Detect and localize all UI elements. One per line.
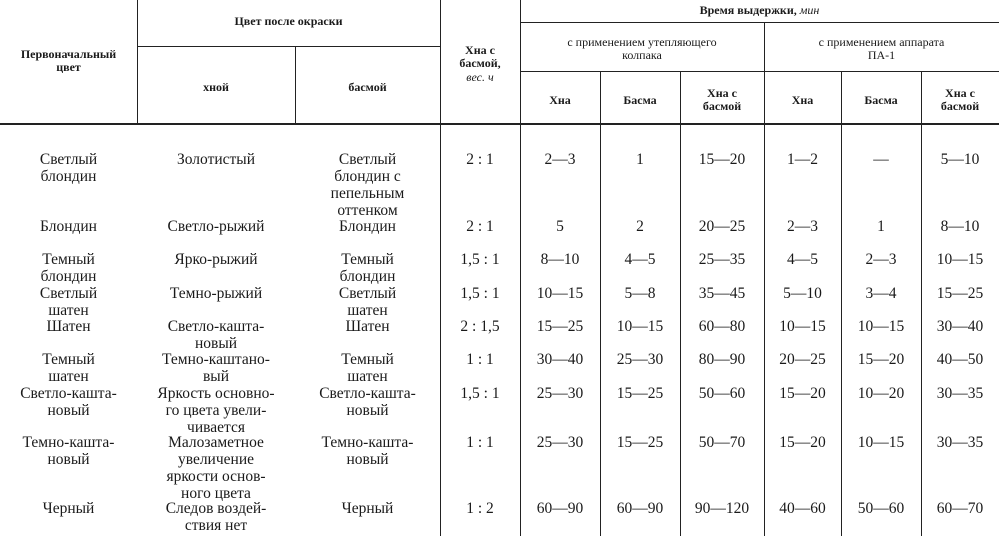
cell-cap-henna: 5 [556, 218, 564, 235]
header-time-unit: мин [799, 3, 820, 17]
cell-pa-henna: 20—25 [779, 351, 826, 368]
divider-h [520, 71, 999, 72]
cell-henna: Золотистый [176, 151, 256, 168]
cell-orig: Светлый блондин [39, 151, 98, 185]
cell-basma: Черный [341, 500, 394, 517]
cell-ratio: 2 : 1 [466, 151, 494, 168]
cell-pa-mix: 30—35 [936, 434, 984, 451]
cell-cap-basma: 25—30 [616, 351, 664, 368]
cell-basma: Светлый блондин с пепельным оттенком [330, 151, 405, 219]
cell-cap-henna: 15—25 [536, 318, 584, 335]
cell-henna: Ярко-рыжий [174, 251, 258, 268]
cell-orig: Блондин [40, 218, 97, 235]
cell-cap-basma: 60—90 [616, 500, 664, 517]
header-basma: басмой [348, 80, 387, 94]
cell-pa-basma: 3—4 [865, 285, 897, 302]
header-color-after: Цвет после окраски [234, 14, 343, 28]
cell-pa-henna: 40—60 [779, 500, 826, 517]
cell-henna: Темно-рыжий [169, 285, 263, 302]
cell-pa-mix: 30—35 [936, 385, 984, 402]
cell-cap-basma: 2 [636, 218, 644, 235]
cell-cap-henna: 30—40 [536, 351, 584, 368]
cell-pa-basma: 1 [877, 218, 885, 235]
header-time [520, 3, 999, 17]
cell-orig: Светло-кашта- новый [20, 385, 117, 419]
cell-henna: Малозаметное увеличение яркости основ- ного цвета [166, 434, 266, 502]
cell-basma: Темный шатен [341, 351, 394, 385]
cell-pa-mix: 8—10 [940, 218, 980, 235]
header-time-text: Время выдержки, [699, 3, 797, 17]
cell-ratio: 1,5 : 1 [460, 385, 500, 402]
cell-pa-henna: 5—10 [783, 285, 822, 302]
cell-henna: Светло-кашта- новый [167, 318, 265, 352]
cell-ratio: 1 : 1 [466, 434, 494, 451]
cell-pa-mix: 10—15 [936, 251, 984, 268]
header-mix-label: Хна с басмой, [459, 43, 501, 70]
sub-mix: Хна с басмой [702, 86, 742, 113]
cell-pa-mix: 15—25 [936, 285, 984, 302]
cell-cap-mix: 35—45 [698, 285, 746, 302]
cell-pa-basma: 15—20 [857, 351, 905, 368]
sub-basma: Басма [864, 93, 898, 107]
cell-orig: Темный блондин [40, 251, 97, 285]
cell-cap-mix: 20—25 [698, 218, 746, 235]
cell-cap-mix: 15—20 [698, 151, 746, 168]
cell-basma: Светлый шатен [338, 285, 397, 319]
cell-cap-henna: 10—15 [536, 285, 584, 302]
cell-pa-basma: 10—15 [857, 434, 905, 451]
cell-pa-mix: 5—10 [940, 151, 980, 168]
cell-cap-henna: 8—10 [540, 251, 580, 268]
cell-pa-basma: 50—60 [857, 500, 905, 517]
cell-ratio: 2 : 1 [466, 218, 494, 235]
cell-orig: Темно-кашта- новый [22, 434, 115, 468]
cell-cap-basma: 15—25 [616, 385, 664, 402]
cell-pa-henna: 15—20 [779, 434, 826, 451]
cell-cap-mix: 80—90 [698, 351, 746, 368]
cell-cap-henna: 60—90 [536, 500, 584, 517]
cell-cap-basma: 1 [636, 151, 644, 168]
header-pa1: с применением аппарата ПА-1 [818, 35, 945, 62]
cell-pa-henna: 10—15 [779, 318, 826, 335]
cell-cap-basma: 4—5 [624, 251, 656, 268]
cell-henna: Следов воздей- ствия нет [165, 500, 267, 534]
cell-orig: Черный [42, 500, 95, 517]
divider-h [137, 46, 440, 47]
header-mix-unit: вес. ч [466, 70, 494, 84]
cell-pa-basma: 10—15 [857, 318, 905, 335]
cell-ratio: 1,5 : 1 [460, 285, 500, 302]
cell-pa-basma: — [873, 151, 889, 168]
cell-cap-basma: 5—8 [624, 285, 656, 302]
cell-orig: Светлый шатен [39, 285, 98, 319]
cell-ratio: 2 : 1,5 [460, 318, 500, 335]
cell-cap-henna: 25—30 [536, 434, 584, 451]
sub-henna: Хна [791, 93, 814, 107]
cell-ratio: 1,5 : 1 [460, 251, 500, 268]
cell-pa-mix: 30—40 [936, 318, 984, 335]
cell-pa-basma: 10—20 [857, 385, 905, 402]
cell-basma: Темно-кашта- новый [321, 434, 414, 468]
divider-h [520, 22, 999, 23]
cell-cap-henna: 25—30 [536, 385, 584, 402]
header-henna: хной [203, 80, 229, 94]
cell-henna: Темно-каштано- вый [162, 351, 270, 385]
header-original-color: Первоначальный цвет [20, 47, 117, 74]
cell-orig: Темный шатен [42, 351, 95, 385]
cell-basma: Темный блондин [339, 251, 396, 285]
header-cap: с применением утепляющего колпака [567, 35, 717, 62]
header-bottom-rule [0, 123, 999, 125]
cell-cap-mix: 90—120 [694, 500, 750, 517]
cell-pa-mix: 60—70 [936, 500, 984, 517]
sub-henna: Хна [549, 93, 571, 107]
sub-basma: Басма [623, 93, 657, 107]
cell-cap-mix: 50—60 [698, 385, 746, 402]
cell-cap-basma: 15—25 [616, 434, 664, 451]
cell-henna: Светло-рыжий [167, 218, 265, 235]
sub-mix: Хна с басмой [940, 86, 980, 113]
cell-orig: Шатен [46, 318, 91, 335]
cell-basma: Шатен [345, 318, 390, 335]
cell-basma: Светло-кашта- новый [319, 385, 416, 419]
cell-pa-mix: 40—50 [936, 351, 984, 368]
cell-cap-mix: 60—80 [698, 318, 746, 335]
cell-basma: Блондин [339, 218, 396, 235]
cell-cap-henna: 2—3 [544, 151, 576, 168]
cell-ratio: 1 : 2 [466, 500, 494, 517]
cell-pa-henna: 1—2 [787, 151, 818, 168]
cell-pa-henna: 2—3 [787, 218, 818, 235]
cell-henna: Яркость основно- го цвета увели- чивается [157, 385, 275, 436]
cell-pa-basma: 2—3 [865, 251, 897, 268]
cell-cap-mix: 25—35 [698, 251, 746, 268]
cell-pa-henna: 15—20 [779, 385, 826, 402]
cell-pa-henna: 4—5 [787, 251, 818, 268]
cell-cap-basma: 10—15 [616, 318, 664, 335]
cell-ratio: 1 : 1 [466, 351, 494, 368]
cell-cap-mix: 50—70 [698, 434, 746, 451]
